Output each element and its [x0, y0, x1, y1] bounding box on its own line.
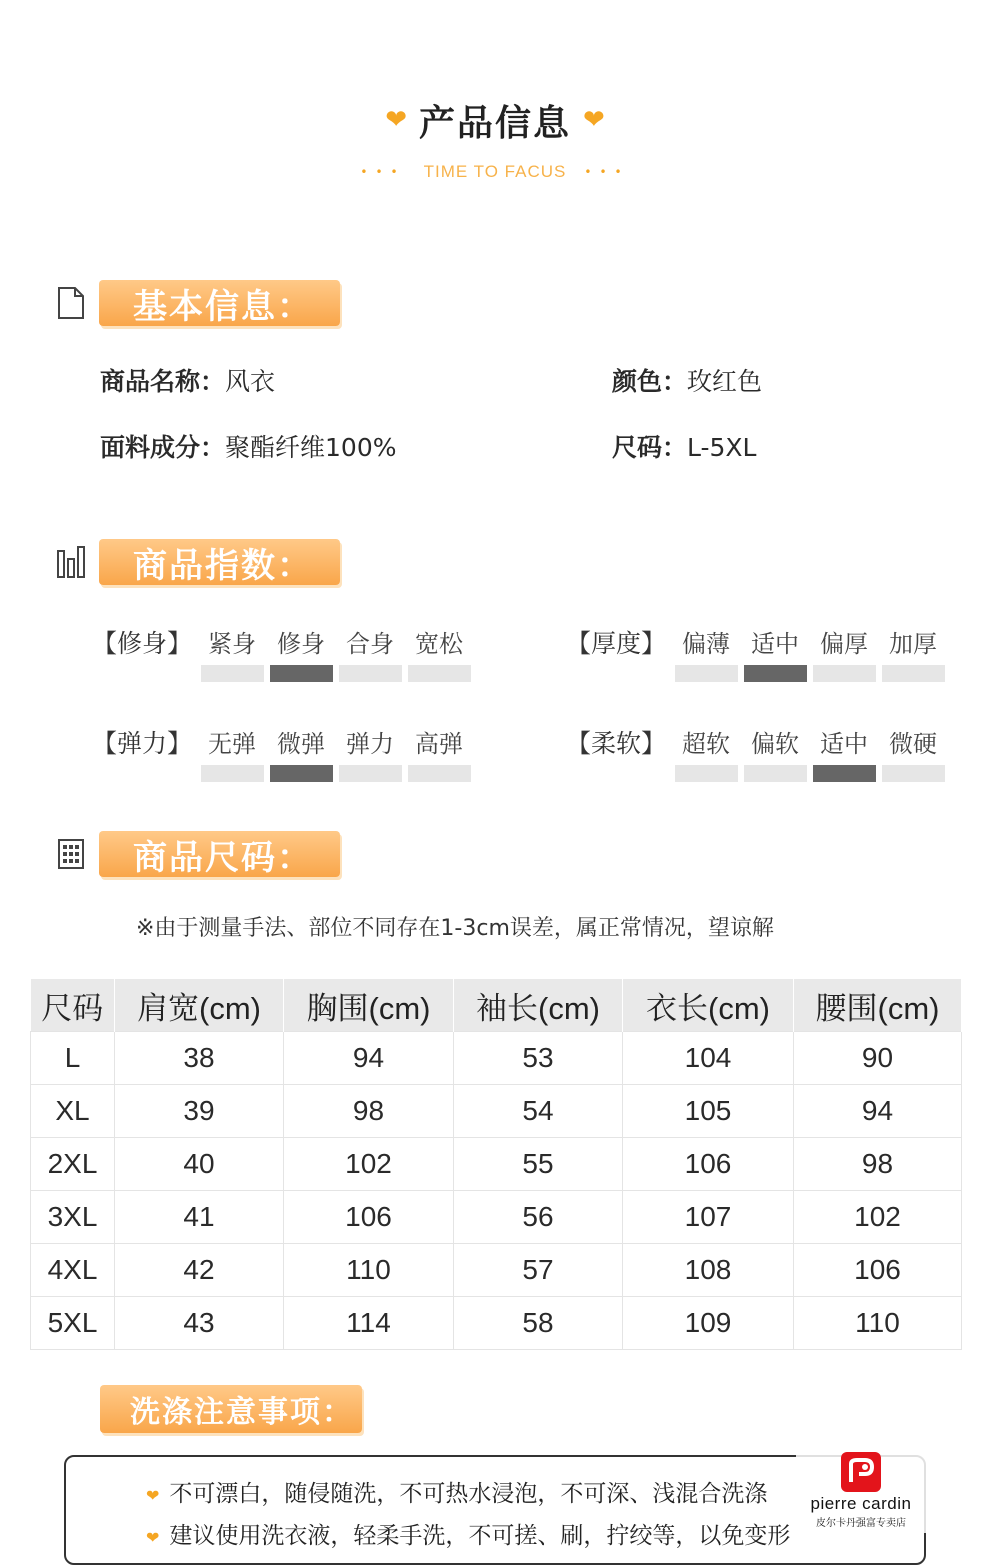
size-table	[30, 979, 962, 1350]
size-label-cell: 4XL	[31, 1244, 115, 1297]
table-cell: 102	[284, 1138, 454, 1191]
table-body	[31, 1032, 962, 1350]
wash-line-text: 建议使用洗衣液，轻柔手洗，不可搓、刷，拧绞等，以免变形	[169, 1523, 791, 1549]
table-header-cell: 袖长(cm)	[454, 979, 623, 1032]
heart-icon: ❤	[146, 1528, 160, 1547]
table-cell: 94	[794, 1085, 962, 1138]
brand-name: pierre cardin	[810, 1494, 912, 1513]
table-cell: 41	[115, 1191, 284, 1244]
table-cell: 56	[454, 1191, 623, 1244]
info-key: 商品名称：	[100, 367, 226, 396]
table-cell: 98	[794, 1138, 962, 1191]
table-header-cell: 腰围(cm)	[794, 979, 962, 1032]
table-cell: 110	[284, 1244, 454, 1297]
page-subtitle: TIME TO FACUS	[423, 162, 567, 181]
section-badge-size: 商品尺码：	[99, 831, 340, 877]
index-label: 【柔软】	[566, 729, 667, 758]
table-row	[31, 1191, 962, 1244]
index-option: 适中	[751, 630, 799, 658]
table-cell: 106	[623, 1138, 794, 1191]
index-option: 合身	[346, 630, 394, 658]
table-cell: 58	[454, 1297, 623, 1350]
index-option: 微硬	[889, 730, 937, 758]
table-cell: 57	[454, 1244, 623, 1297]
table-cell: 110	[794, 1297, 962, 1350]
table-row	[31, 1032, 962, 1085]
index-option: 宽松	[415, 630, 463, 658]
table-header-cell: 尺码	[31, 979, 115, 1032]
index-bar	[675, 765, 738, 782]
index-bar-selected	[270, 765, 333, 782]
index-option: 微弹	[277, 730, 325, 758]
table-row	[31, 1085, 962, 1138]
index-bar	[882, 665, 945, 682]
table-cell: 106	[794, 1244, 962, 1297]
bar-chart-icon	[56, 545, 86, 579]
info-item	[100, 428, 397, 464]
index-option: 紧身	[208, 630, 256, 658]
table-cell: 107	[623, 1191, 794, 1244]
index-bar	[408, 665, 471, 682]
size-label-cell: L	[31, 1032, 115, 1085]
size-label-cell: XL	[31, 1085, 115, 1138]
table-cell: 94	[284, 1032, 454, 1085]
table-cell: 102	[794, 1191, 962, 1244]
table-header-cell: 肩宽(cm)	[115, 979, 284, 1032]
wash-line	[146, 1475, 767, 1508]
brand-mark-icon	[841, 1452, 881, 1492]
info-key: 颜色：	[612, 367, 688, 396]
index-bar	[201, 765, 264, 782]
index-bar-selected	[270, 665, 333, 682]
page-title: 产品信息	[418, 102, 571, 144]
index-label: 【厚度】	[566, 629, 667, 658]
info-item	[612, 362, 762, 398]
info-value: 风衣	[225, 367, 276, 396]
index-option: 偏薄	[682, 630, 730, 658]
index-option: 修身	[277, 630, 325, 658]
heart-icon: ❤	[583, 105, 605, 135]
index-bar	[675, 665, 738, 682]
info-value: 聚酯纤维100%	[225, 433, 397, 462]
index-option: 偏软	[751, 730, 799, 758]
size-label-cell: 3XL	[31, 1191, 115, 1244]
table-cell: 105	[623, 1085, 794, 1138]
heart-icon: ❤	[385, 105, 407, 135]
section-badge-index: 商品指数：	[99, 539, 340, 585]
size-label-cell: 5XL	[31, 1297, 115, 1350]
index-label: 【弹力】	[92, 729, 193, 758]
info-key: 尺码：	[612, 433, 688, 462]
index-option: 偏厚	[820, 630, 868, 658]
store-name: 皮尔卡丹强富专卖店	[816, 1518, 906, 1529]
index-bar-selected	[813, 765, 876, 782]
table-cell: 38	[115, 1032, 284, 1085]
wash-line	[146, 1517, 790, 1550]
index-bar	[201, 665, 264, 682]
info-key: 面料成分：	[100, 433, 226, 462]
info-item	[100, 362, 275, 398]
section-badge-wash: 洗涤注意事项：	[100, 1385, 362, 1433]
index-bar	[813, 665, 876, 682]
table-header-cell: 衣长(cm)	[623, 979, 794, 1032]
index-option: 弹力	[346, 730, 394, 758]
table-cell: 104	[623, 1032, 794, 1085]
index-option: 超软	[682, 730, 730, 758]
index-option: 无弹	[208, 730, 256, 758]
table-cell: 54	[454, 1085, 623, 1138]
section-badge-basic: 基本信息：	[99, 280, 340, 326]
table-cell: 90	[794, 1032, 962, 1085]
index-option: 加厚	[889, 630, 937, 658]
index-label: 【修身】	[92, 629, 193, 658]
size-label-cell: 2XL	[31, 1138, 115, 1191]
wash-line-text: 不可漂白，随侵随洗，不可热水浸泡，不可深、浅混合洗涤	[169, 1481, 768, 1507]
document-icon	[56, 286, 86, 320]
table-row	[31, 1138, 962, 1191]
calendar-grid-icon	[56, 836, 86, 870]
info-value: 玫红色	[687, 367, 763, 396]
info-item	[612, 428, 757, 464]
table-cell: 114	[284, 1297, 454, 1350]
heart-icon: ❤	[146, 1486, 160, 1505]
table-header-cell: 胸围(cm)	[284, 979, 454, 1032]
table-cell: 98	[284, 1085, 454, 1138]
brand-logo	[796, 1452, 926, 1533]
info-value: L-5XL	[687, 433, 757, 462]
index-bar	[339, 665, 402, 682]
dots-decoration: •••	[584, 165, 630, 179]
table-cell: 53	[454, 1032, 623, 1085]
table-cell: 42	[115, 1244, 284, 1297]
table-cell: 108	[623, 1244, 794, 1297]
table-cell: 40	[115, 1138, 284, 1191]
table-cell: 106	[284, 1191, 454, 1244]
table-cell: 39	[115, 1085, 284, 1138]
header-subtitle-row	[0, 160, 990, 184]
index-option: 适中	[820, 730, 868, 758]
index-bar	[339, 765, 402, 782]
table-cell: 43	[115, 1297, 284, 1350]
table-row	[31, 1244, 962, 1297]
index-bar	[744, 765, 807, 782]
table-header-row	[31, 979, 962, 1032]
table-cell: 55	[454, 1138, 623, 1191]
index-option: 高弹	[415, 730, 463, 758]
table-cell: 109	[623, 1297, 794, 1350]
header-title-row	[0, 92, 990, 148]
table-row	[31, 1297, 962, 1350]
measurement-note: ※由于测量手法、部位不同存在1-3cm误差，属正常情况，望谅解	[136, 916, 774, 941]
index-bar	[408, 765, 471, 782]
index-bar-selected	[744, 665, 807, 682]
dots-decoration: •••	[360, 165, 406, 179]
index-bar	[882, 765, 945, 782]
